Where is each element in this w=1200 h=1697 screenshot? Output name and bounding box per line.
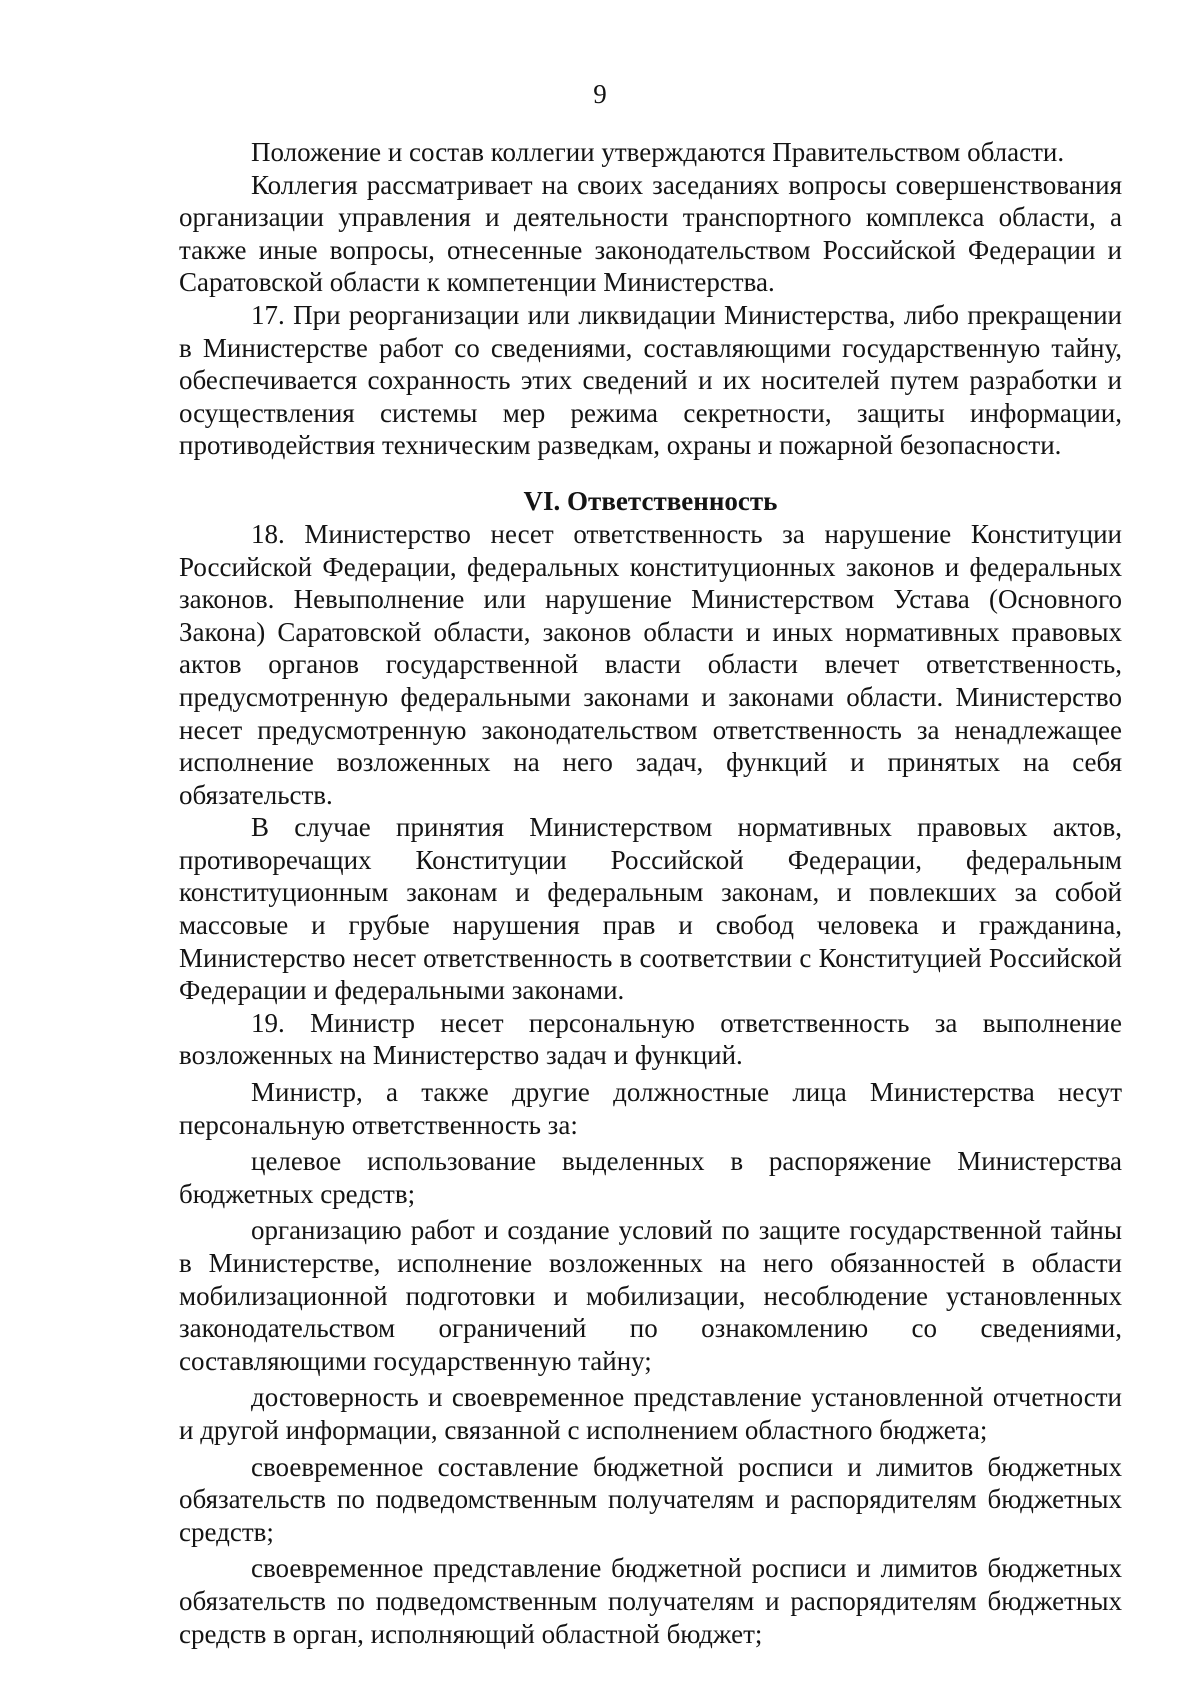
paragraph-normative-acts: В случае принятия Министерством нормативных правовых актов, противоречащих Конституции Российской Федерации, федеральным конституционным законам и федеральным законам, и повлекших за собой массовые и грубые нарушения прав и свобод человека и гражданина, Министерство несет ответственность в соответствии с Конституцией Российской Федерации и федеральными законами. bbox=[179, 812, 1122, 1006]
paragraph-collegium-issues: Коллегия рассматривает на своих заседаниях вопросы совершенствования организации управления и деятельности транспортного комплекса области, а также иные вопросы, отнесенные законодательством Российской Федерации и Саратовской области к компетенции Министерства. bbox=[179, 169, 1122, 298]
list-item-reporting: достоверность и своевременное представление установленной отчетности и другой информации, связанной с исполнением областного бюджета; bbox=[179, 1382, 1122, 1445]
list-item-budget-funds: целевое использование выделенных в распоряжение Министерства бюджетных средств; bbox=[179, 1146, 1122, 1209]
document-body bbox=[179, 136, 1122, 1650]
page-number: 9 bbox=[593, 79, 607, 109]
section-heading-responsibility: VI. Ответственность bbox=[523, 485, 778, 516]
list-item-budget-schedule: своевременное составление бюджетной росписи и лимитов бюджетных обязательств по подведомственным получателям и распорядителям бюджетных средств; bbox=[179, 1451, 1122, 1547]
paragraph-collegium-approval: Положение и состав коллегии утверждаются Правительством области. bbox=[251, 137, 1065, 167]
paragraph-item-19: 19. Министр несет персональную ответственность за выполнение возложенных на Министерство задач и функций. bbox=[179, 1007, 1122, 1071]
list-item-state-secret: организацию работ и создание условий по защите государственной тайны в Министерстве, исполнение возложенных на него обязанностей в области мобилизационной подготовки и мобилизации, несоблюдение установленных законодательством ограничений по ознакомлению со сведениями, составляющими государственную тайну; bbox=[179, 1215, 1122, 1376]
paragraph-item-17: 17. При реорганизации или ликвидации Министерства, либо прекращении в Министерстве работ со сведениями, составляющими государственную тайну, обеспечивается сохранность этих сведений и их носителей путем разработки и осуществления системы мер режима секретности, защиты информации, противодействия техническим разведкам, охраны и пожарной безопасности. bbox=[179, 299, 1122, 461]
paragraph-personal-responsibility: Министр, а также другие должностные лица Министерства несут персональную ответственность за: bbox=[179, 1077, 1122, 1140]
paragraph-item-18: 18. Министерство несет ответственность за нарушение Конституции Российской Федерации, федеральных конституционных законов и федеральных законов. Невыполнение или нарушение Министерством Устава (Основного Закона) Саратовской области, законов области и иных нормативных правовых актов органов государственной власти области влечет ответственность, предусмотренную федеральными законами и законами области. Министерство несет предусмотренную законодательством ответственность за ненадлежащее исполнение возложенных на него задач, функций и принятых на себя обязательств. bbox=[179, 518, 1122, 810]
list-item-budget-submission: своевременное представление бюджетной росписи и лимитов бюджетных обязательств по подведомственным получателям и распорядителям бюджетных средств в орган, исполняющий областной бюджет; bbox=[179, 1553, 1122, 1649]
